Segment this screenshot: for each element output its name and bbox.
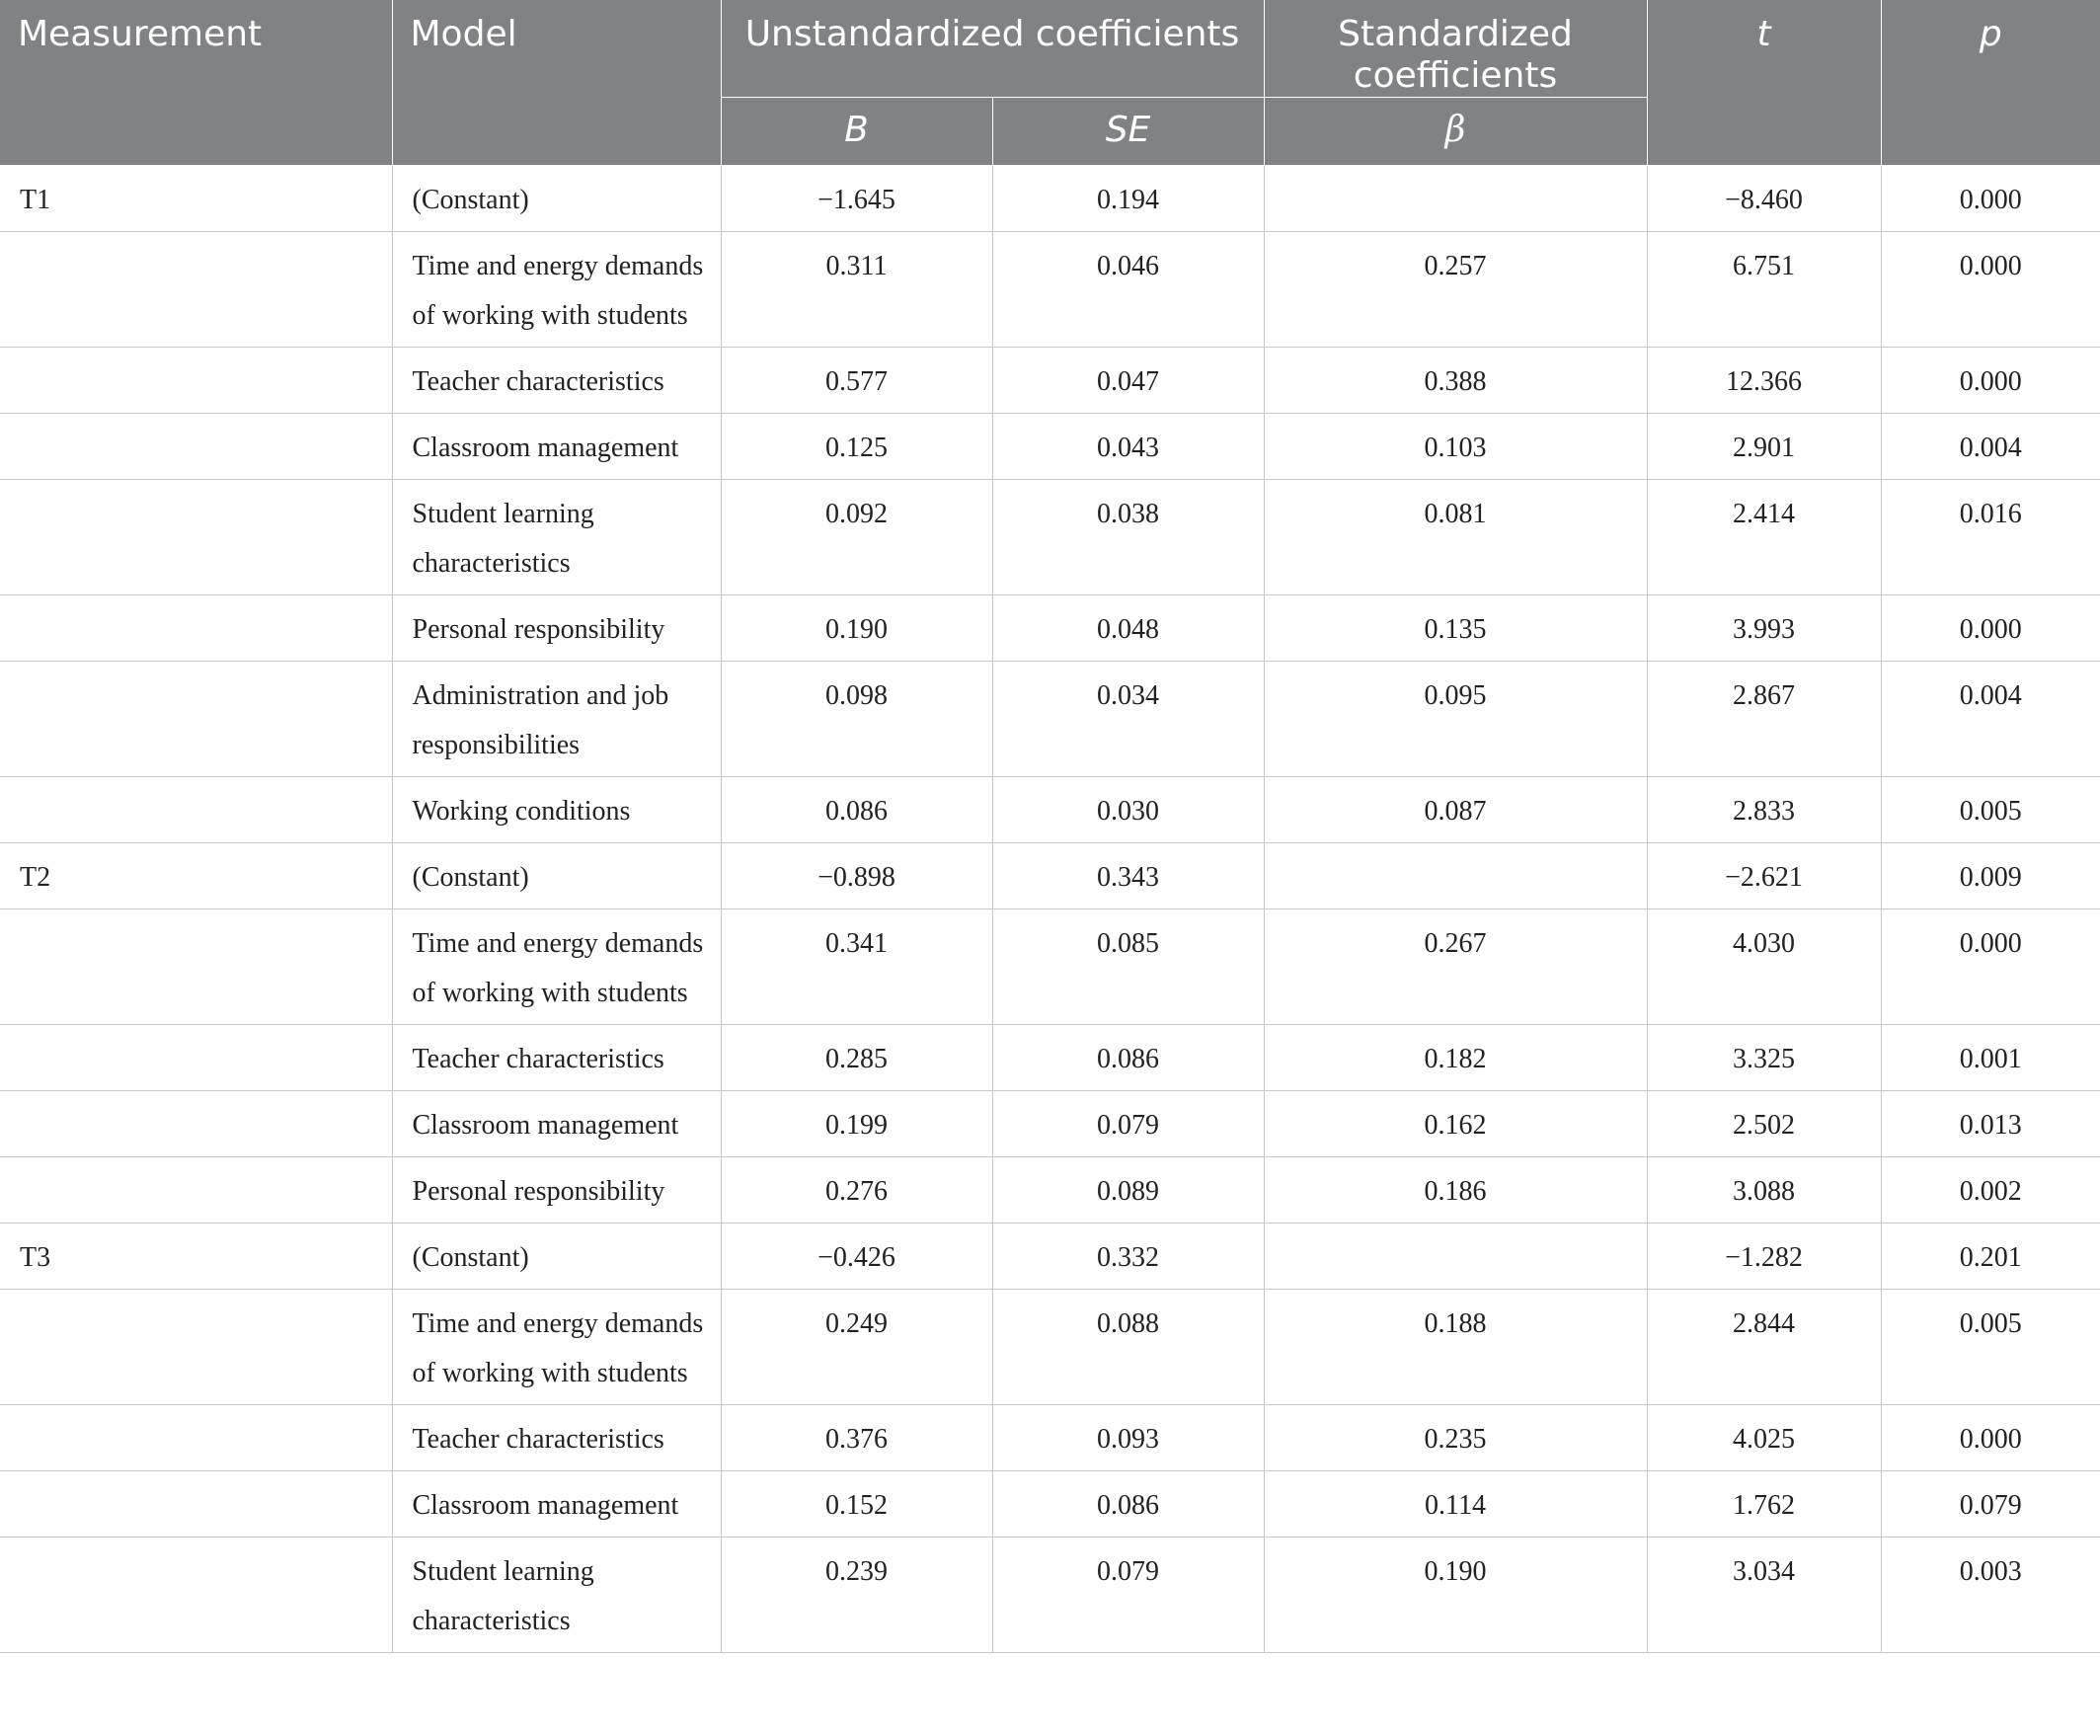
cell-model: Working conditions: [392, 777, 721, 843]
cell-p: 0.003: [1881, 1538, 2100, 1653]
cell-b: 0.577: [721, 348, 992, 414]
cell-p: 0.002: [1881, 1157, 2100, 1223]
table-row: [0, 1157, 2100, 1223]
table-row: [0, 1091, 2100, 1157]
cell-b: 0.311: [721, 232, 992, 348]
cell-p: 0.000: [1881, 166, 2100, 232]
cell-model: Personal responsibility: [392, 1157, 721, 1223]
table-body: [0, 166, 2100, 1653]
cell-se: 0.079: [992, 1538, 1264, 1653]
cell-measurement: T2: [0, 843, 392, 909]
cell-model: Time and energy demands of working with students: [392, 1290, 721, 1405]
table-row: [0, 843, 2100, 909]
table-row: [0, 166, 2100, 232]
cell-b: 0.190: [721, 595, 992, 662]
table-row: [0, 909, 2100, 1025]
header-measurement: Measurement: [0, 0, 392, 166]
cell-model: Student learning characteristics: [392, 480, 721, 595]
cell-b: 0.376: [721, 1405, 992, 1471]
header-p: p: [1881, 0, 2100, 166]
cell-beta: 0.190: [1264, 1538, 1647, 1653]
cell-measurement: [0, 662, 392, 777]
cell-se: 0.086: [992, 1471, 1264, 1538]
cell-model: Teacher characteristics: [392, 1025, 721, 1091]
cell-t: −8.460: [1647, 166, 1881, 232]
cell-se: 0.194: [992, 166, 1264, 232]
cell-t: 2.502: [1647, 1091, 1881, 1157]
header-standardized-coefficients: [1264, 0, 1647, 98]
cell-p: 0.000: [1881, 595, 2100, 662]
cell-measurement: [0, 909, 392, 1025]
header-standardized-line2: coefficients: [1353, 55, 1558, 96]
cell-t: 4.025: [1647, 1405, 1881, 1471]
cell-p: 0.079: [1881, 1471, 2100, 1538]
table-row: [0, 1471, 2100, 1538]
cell-beta: 0.235: [1264, 1405, 1647, 1471]
cell-se: 0.085: [992, 909, 1264, 1025]
cell-t: 3.325: [1647, 1025, 1881, 1091]
cell-model: Time and energy demands of working with students: [392, 232, 721, 348]
cell-t: 6.751: [1647, 232, 1881, 348]
cell-beta: [1264, 166, 1647, 232]
cell-t: −1.282: [1647, 1223, 1881, 1290]
cell-p: 0.005: [1881, 777, 2100, 843]
header-beta: β: [1264, 98, 1647, 166]
table-row: [0, 662, 2100, 777]
cell-b: 0.341: [721, 909, 992, 1025]
cell-se: 0.038: [992, 480, 1264, 595]
cell-b: 0.125: [721, 414, 992, 480]
cell-beta: 0.267: [1264, 909, 1647, 1025]
cell-beta: 0.135: [1264, 595, 1647, 662]
cell-t: 3.088: [1647, 1157, 1881, 1223]
cell-measurement: T1: [0, 166, 392, 232]
cell-se: 0.343: [992, 843, 1264, 909]
cell-measurement: [0, 1290, 392, 1405]
cell-b: −0.426: [721, 1223, 992, 1290]
header-t: t: [1647, 0, 1881, 166]
header-model: Model: [392, 0, 721, 166]
cell-b: 0.092: [721, 480, 992, 595]
cell-t: 3.993: [1647, 595, 1881, 662]
cell-t: 4.030: [1647, 909, 1881, 1025]
cell-se: 0.079: [992, 1091, 1264, 1157]
cell-p: 0.000: [1881, 1405, 2100, 1471]
cell-se: 0.093: [992, 1405, 1264, 1471]
header-row-1: [0, 0, 2100, 98]
cell-p: 0.016: [1881, 480, 2100, 595]
cell-beta: 0.103: [1264, 414, 1647, 480]
cell-beta: 0.388: [1264, 348, 1647, 414]
cell-beta: 0.182: [1264, 1025, 1647, 1091]
table-row: [0, 1025, 2100, 1091]
header-standardized-line1: Standardized: [1338, 14, 1573, 54]
cell-p: 0.004: [1881, 414, 2100, 480]
cell-beta: 0.114: [1264, 1471, 1647, 1538]
cell-se: 0.048: [992, 595, 1264, 662]
cell-p: 0.001: [1881, 1025, 2100, 1091]
cell-measurement: [0, 348, 392, 414]
cell-p: 0.013: [1881, 1091, 2100, 1157]
cell-se: 0.034: [992, 662, 1264, 777]
table-row: [0, 777, 2100, 843]
cell-beta: 0.087: [1264, 777, 1647, 843]
cell-se: 0.086: [992, 1025, 1264, 1091]
cell-measurement: [0, 414, 392, 480]
cell-b: 0.199: [721, 1091, 992, 1157]
header-b: B: [721, 98, 992, 166]
cell-b: −1.645: [721, 166, 992, 232]
table-row: [0, 1290, 2100, 1405]
cell-b: 0.098: [721, 662, 992, 777]
cell-t: 2.833: [1647, 777, 1881, 843]
cell-t: 12.366: [1647, 348, 1881, 414]
cell-beta: [1264, 843, 1647, 909]
cell-se: 0.047: [992, 348, 1264, 414]
cell-measurement: [0, 1157, 392, 1223]
cell-b: 0.152: [721, 1471, 992, 1538]
cell-model: Personal responsibility: [392, 595, 721, 662]
cell-beta: 0.186: [1264, 1157, 1647, 1223]
cell-t: 2.901: [1647, 414, 1881, 480]
cell-t: −2.621: [1647, 843, 1881, 909]
cell-t: 2.844: [1647, 1290, 1881, 1405]
cell-b: −0.898: [721, 843, 992, 909]
cell-measurement: [0, 1538, 392, 1653]
cell-measurement: [0, 1405, 392, 1471]
cell-p: 0.005: [1881, 1290, 2100, 1405]
cell-model: Teacher characteristics: [392, 1405, 721, 1471]
cell-se: 0.332: [992, 1223, 1264, 1290]
cell-b: 0.086: [721, 777, 992, 843]
table-row: [0, 1405, 2100, 1471]
cell-measurement: [0, 1091, 392, 1157]
cell-model: Classroom management: [392, 1091, 721, 1157]
cell-measurement: [0, 595, 392, 662]
cell-model: Student learning characteristics: [392, 1538, 721, 1653]
cell-se: 0.030: [992, 777, 1264, 843]
cell-model: Administration and job responsibilities: [392, 662, 721, 777]
cell-beta: [1264, 1223, 1647, 1290]
table-row: [0, 232, 2100, 348]
cell-b: 0.249: [721, 1290, 992, 1405]
cell-model: (Constant): [392, 166, 721, 232]
cell-model: (Constant): [392, 843, 721, 909]
header-unstandardized-coefficients: Unstandardized coefficients: [721, 0, 1264, 98]
cell-t: 2.867: [1647, 662, 1881, 777]
cell-measurement: [0, 480, 392, 595]
cell-t: 2.414: [1647, 480, 1881, 595]
cell-measurement: [0, 1025, 392, 1091]
cell-model: Classroom management: [392, 414, 721, 480]
table-row: [0, 348, 2100, 414]
table-row: [0, 414, 2100, 480]
cell-t: 3.034: [1647, 1538, 1881, 1653]
cell-model: Classroom management: [392, 1471, 721, 1538]
cell-b: 0.285: [721, 1025, 992, 1091]
table-row: [0, 480, 2100, 595]
cell-measurement: T3: [0, 1223, 392, 1290]
table-header: [0, 0, 2100, 166]
cell-p: 0.000: [1881, 348, 2100, 414]
cell-se: 0.089: [992, 1157, 1264, 1223]
cell-p: 0.000: [1881, 232, 2100, 348]
cell-se: 0.043: [992, 414, 1264, 480]
cell-beta: 0.188: [1264, 1290, 1647, 1405]
cell-beta: 0.257: [1264, 232, 1647, 348]
cell-t: 1.762: [1647, 1471, 1881, 1538]
cell-measurement: [0, 1471, 392, 1538]
cell-p: 0.004: [1881, 662, 2100, 777]
cell-se: 0.088: [992, 1290, 1264, 1405]
cell-model: Time and energy demands of working with students: [392, 909, 721, 1025]
table-row: [0, 1538, 2100, 1653]
cell-beta: 0.095: [1264, 662, 1647, 777]
table-row: [0, 595, 2100, 662]
cell-b: 0.276: [721, 1157, 992, 1223]
cell-p: 0.000: [1881, 909, 2100, 1025]
cell-p: 0.009: [1881, 843, 2100, 909]
header-se: SE: [992, 98, 1264, 166]
cell-b: 0.239: [721, 1538, 992, 1653]
cell-measurement: [0, 232, 392, 348]
cell-beta: 0.081: [1264, 480, 1647, 595]
cell-se: 0.046: [992, 232, 1264, 348]
cell-p: 0.201: [1881, 1223, 2100, 1290]
cell-beta: 0.162: [1264, 1091, 1647, 1157]
cell-model: Teacher characteristics: [392, 348, 721, 414]
cell-model: (Constant): [392, 1223, 721, 1290]
table-row: [0, 1223, 2100, 1290]
cell-measurement: [0, 777, 392, 843]
